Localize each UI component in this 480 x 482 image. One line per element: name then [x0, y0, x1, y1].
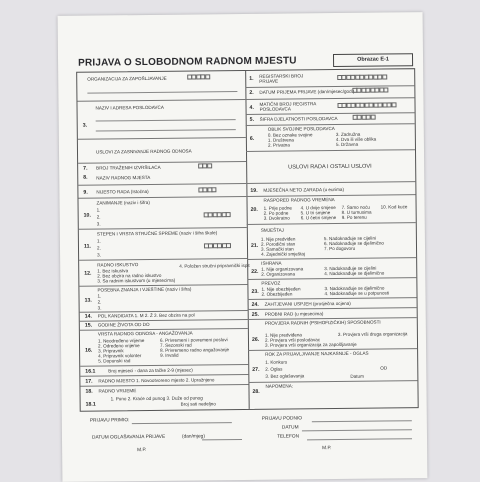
ownership-option: 0. Bez oznake svojine	[267, 132, 313, 138]
receipt-date-boxes	[352, 87, 388, 92]
schedule-option: 4. U dvije smjene	[300, 205, 336, 211]
row-line	[246, 149, 415, 152]
employment-type-option: 3. Pripravnik	[98, 348, 124, 354]
section-number: 9.	[83, 189, 88, 196]
deadline-date-label: Datum	[350, 373, 364, 379]
section-number: 18.	[85, 388, 93, 395]
employer-id-boxes	[337, 102, 396, 108]
employment-type-label: VRSTA RADNOG ODNOSA - ANGAŽOVANJA	[97, 330, 193, 337]
skill-line: 1.	[97, 293, 102, 299]
housing-label: SMJEŠTAJ	[260, 227, 285, 233]
schedule-option: 7. Samo noću	[341, 204, 370, 210]
work-conditions-heading: USLOVI RADA I OSTALI USLOVI	[288, 163, 372, 171]
ownership-option: 5. Državna	[335, 141, 359, 148]
education-line: 1.	[96, 238, 101, 244]
deadline-option: 3. Bez oglašavanja	[265, 373, 305, 379]
schedule-option: 2. Po podne	[263, 210, 289, 216]
row-line	[245, 97, 414, 100]
employment-type-option: 6. Privremeni i povremeni poslovi	[159, 337, 228, 343]
experience-option: 1. Bez iskustva	[97, 268, 129, 274]
employment-type-option: 2. Određeno vrijeme	[98, 343, 140, 349]
row-line	[78, 161, 246, 164]
stamp-right: M.P.	[322, 446, 332, 452]
row-line	[247, 257, 416, 260]
ownership-label: OBLIK SVOJINE POSLODAVCA	[267, 126, 335, 132]
working-hours-label: RADNO VRIJEME	[98, 388, 137, 394]
row-line	[247, 222, 416, 225]
publication-date-label: DATUM OGLAŠAVANJA PRIJAVE	[91, 434, 166, 441]
age-label: GODINE ŽIVOTA OD DO	[97, 321, 150, 328]
section-number: 11.	[83, 243, 91, 250]
schedule-option: 10. Kod kuće	[380, 204, 408, 210]
row-line	[247, 277, 416, 280]
row-line	[79, 227, 247, 230]
section-number: 1.	[249, 75, 254, 82]
employer-line	[96, 119, 236, 121]
stamp-left: M.P.	[137, 448, 147, 454]
ability-test-option: 1. Nije predviđena	[264, 332, 302, 338]
row-line	[80, 374, 248, 377]
transport-option: 1. Nije obezbijeđen	[261, 286, 301, 292]
employer-line	[96, 129, 236, 131]
job-position-label: RADNO MJESTO 1. Novootvoreno mjesto 2. Upražnjeno	[98, 377, 215, 384]
employment-type-option: 4. Pripravnik volonter	[98, 353, 142, 359]
ownership-option: 3. Zadružna	[335, 131, 361, 138]
section-number: 20.	[250, 206, 258, 213]
submitted-by-line	[312, 420, 412, 422]
received-by-label: PRIJAVU PRIMIO:	[89, 418, 130, 424]
education-line: 3.	[97, 252, 101, 258]
special-skills-label: POSEBNA ZNANJA I VJEŠTINE (naziv i šifra)	[97, 286, 192, 293]
row-line	[246, 181, 415, 184]
activity-code-boxes	[353, 115, 376, 120]
section-number: 16.1	[85, 368, 96, 375]
row-line	[80, 364, 248, 367]
row-line	[77, 99, 245, 102]
experience-label: RADNO ISKUSTVO	[97, 262, 139, 268]
occupation-line: 1.	[96, 207, 101, 213]
skill-line: 2.	[97, 299, 102, 305]
section-number: 6.	[249, 135, 255, 142]
employment-type-option: 7. Sezonski rad	[159, 342, 192, 348]
education-line: 2.	[96, 245, 101, 251]
org-code-boxes	[187, 74, 210, 79]
ownership-option: 2. Privatna	[267, 142, 290, 148]
meals-option: 4. Nadoknađuje se djelimično	[324, 270, 385, 277]
section-number: 7.	[83, 165, 88, 172]
registry-boxes	[337, 74, 387, 80]
section-number: 27.	[252, 366, 260, 373]
row-line	[78, 196, 246, 199]
ability-test-option: 2. Provjera vrši poslodavac	[264, 337, 321, 343]
working-hours-options: 1. Puno 2. Kraće od punog 3. Duže od punog	[110, 395, 203, 402]
housing-option: 4. Zajednički smještaj	[261, 251, 306, 257]
housing-option: 2. Porodični stan	[260, 241, 296, 247]
occupation-label: ZANIMANJE (naziv i šifra)	[96, 199, 150, 206]
occupation-line: 2.	[96, 214, 101, 220]
org-header: ORGANIZACIJA ZA ZAPOŠLJAVANJE	[87, 75, 167, 82]
section-number: 25.	[251, 311, 259, 318]
activity-code-label: ŠIFRA DJELATNOSTI POSLODAVCA	[259, 115, 338, 122]
employer-name-label: NAZIV I ADRESA POSLODAVCA	[95, 104, 164, 111]
required-grade-label: ZAHTJEVANI USPJEH (prosječna ocjena)	[264, 300, 351, 307]
workers-boxes	[198, 163, 212, 168]
deadline-option: 1. Konkurs	[265, 359, 288, 365]
housing-option: 6. Nadoknađuje se djelimično	[323, 240, 385, 247]
meals-label: ISHRANA	[261, 260, 282, 266]
ability-test-label: PROVJERA RADNIH (PSIHOFIZIČKIH) SPOSOBNOSTI	[264, 319, 381, 326]
publication-date-format: (dan/mjeg)	[181, 434, 205, 440]
schedule-option: 8. U turnusima	[341, 209, 372, 215]
row-line	[78, 183, 246, 186]
section-number: 13.	[84, 297, 92, 304]
section-number: 17.	[85, 378, 93, 385]
net-salary-label: MJESEČNA NETO ZARADA (u eurima)	[263, 186, 345, 193]
housing-option: 7. Po dogovoru	[323, 245, 356, 252]
publication-date-line	[202, 439, 242, 440]
schedule-option: 5. U tri smjene	[300, 210, 331, 216]
receipt-date-label: DATUM PRIJEMA PRIJAVE (dan/mjesec/god.)	[259, 88, 355, 95]
note-label: NAPOMENA:	[265, 383, 294, 389]
phone-line	[307, 438, 412, 440]
experience-option: 2. Bez obzira na radno iskustvo	[97, 272, 162, 279]
hours-per-week-label: Broj sati nedeljno	[180, 401, 216, 407]
section-number: 28.	[252, 388, 260, 395]
ability-test-option: 3. Provjera vrši druga organizacija	[337, 331, 408, 338]
section-number: 10.	[83, 212, 91, 219]
form-title: PRIJAVA O SLOBODNOM RADNOM MJESTU	[78, 55, 297, 69]
row-line	[245, 85, 414, 88]
housing-option: 3. Samački stan	[260, 246, 294, 252]
section-number: 15.	[84, 322, 93, 329]
row-line	[80, 319, 248, 322]
deadline-from-label: OD	[380, 365, 388, 371]
candidate-gender-label: POL KANDIDATA 1. M 2. Ž 3. Bez obzira na pol	[97, 312, 195, 319]
meals-option: 1. Nije organizovana	[261, 266, 304, 272]
employment-type-option: 8. Privremeno radno angažovanje	[160, 347, 230, 353]
row-line	[80, 384, 248, 387]
transport-label: PREVOZ	[261, 280, 281, 286]
deadline-label: ROK ZA PRIJAVLJIVANJE NAJKASNIJE - OGLAS	[265, 350, 369, 357]
skill-line: 3.	[97, 305, 102, 311]
section-number: 19.	[250, 187, 258, 194]
row-line	[246, 112, 415, 115]
registry-number-label: REGISTARSKI BROJ PRIJAVE	[259, 73, 304, 84]
experience-option: 3. Sa radnim iskustvom (u mjesecima)	[97, 277, 176, 284]
deadline-option: 2. Oglas	[265, 366, 283, 372]
schedule-option: 9. Po terenu	[341, 214, 367, 220]
employment-type-option: 1. Neodređeno vrijeme	[97, 338, 145, 344]
employment-conditions-label: USLOVI ZA ZASNIVANJE RADNOG ODNOSA	[95, 148, 192, 155]
row-line	[78, 137, 246, 140]
paper-sheet	[58, 12, 428, 482]
section-number: 18.1	[85, 401, 96, 408]
housing-option: 5. Nadoknađuje se cijelini	[323, 235, 377, 242]
education-boxes	[204, 243, 231, 248]
education-label: STEPEN I VRSTA STRUČNE SPREME (naziv i šifra škole)	[96, 230, 218, 237]
section-number: 4.	[249, 104, 254, 111]
row-line	[79, 258, 247, 261]
occupation-line: 3.	[96, 221, 101, 227]
section-number: 23.	[251, 288, 259, 295]
submitted-by-label: PRIJAVU PODNIO	[261, 416, 303, 422]
job-title-label: NAZIV RADNOG MJESTA	[96, 174, 151, 181]
transport-option: 4. Nadoknađuje se u potpunosti	[324, 290, 390, 297]
ownership-option: 4. Dva ili više oblika	[335, 136, 377, 143]
work-place-boxes	[198, 187, 216, 192]
meals-option: 2. Organizovana	[261, 271, 296, 277]
schedule-option: 3. Dvokratno	[263, 215, 290, 221]
section-number: 12.	[84, 270, 92, 277]
schedule-option: 1. Prije podne	[263, 205, 292, 211]
employment-type-option: 9. Invalid	[160, 352, 179, 358]
form-grid	[76, 68, 419, 412]
employment-type-option: 5. Dopunski rad	[98, 358, 131, 364]
trial-period-label: PROBNI RAD (u mjesecima)	[264, 311, 324, 317]
section-number: 2.	[249, 89, 254, 96]
occupation-boxes	[204, 212, 231, 217]
ability-test-option: 3. Provjera vrši organizacija za zapošljavanje	[265, 341, 357, 348]
work-place-label: NIJESTO RADA (Istočna)	[96, 188, 149, 195]
org-line	[87, 91, 237, 94]
schedule-label: RASPORED RADNOG VREMENA	[263, 197, 335, 203]
ownership-option: 1. Društvena	[267, 137, 294, 143]
transport-option: 2. Obezbijeđen	[261, 291, 293, 297]
section-number: 14.	[84, 313, 92, 320]
months-label: Broj mjeseci - dana za tačke 2-9 (mjesec)	[108, 367, 193, 374]
date-label: DATUM	[281, 425, 299, 431]
phone-label: TELEFON	[276, 434, 300, 440]
housing-option: 1. Nije predviđen	[260, 236, 296, 242]
date-line	[302, 429, 412, 431]
received-by-line	[132, 422, 232, 424]
experience-option: 4. Položen stručni pripravnički ispit	[179, 262, 250, 269]
schedule-option: 6. U četiri smjene	[300, 215, 337, 221]
row-line	[248, 380, 417, 383]
section-number: 16.	[85, 347, 93, 354]
section-number: 8.	[83, 174, 88, 181]
section-number: 24.	[251, 301, 259, 308]
employer-id-label: MATIČNI BROJ REGISTRA POSLODAVCA	[259, 101, 317, 112]
row-line	[248, 307, 417, 310]
section-number: 22.	[251, 268, 259, 275]
section-number: 3.	[82, 122, 88, 129]
section-number: 21.	[250, 242, 259, 249]
transport-option: 3. Nadoknađuje se djelimično	[324, 285, 385, 292]
form-code-box: Obrazac E-1	[333, 53, 413, 67]
row-line	[248, 297, 417, 300]
section-number: 26.	[251, 336, 260, 343]
meals-option: 3. Nadoknađuje se cijelini	[324, 265, 377, 272]
section-number: 5.	[249, 116, 255, 123]
workers-needed-label: BROJ TRAŽENIH IZVRŠILACA	[96, 164, 161, 171]
